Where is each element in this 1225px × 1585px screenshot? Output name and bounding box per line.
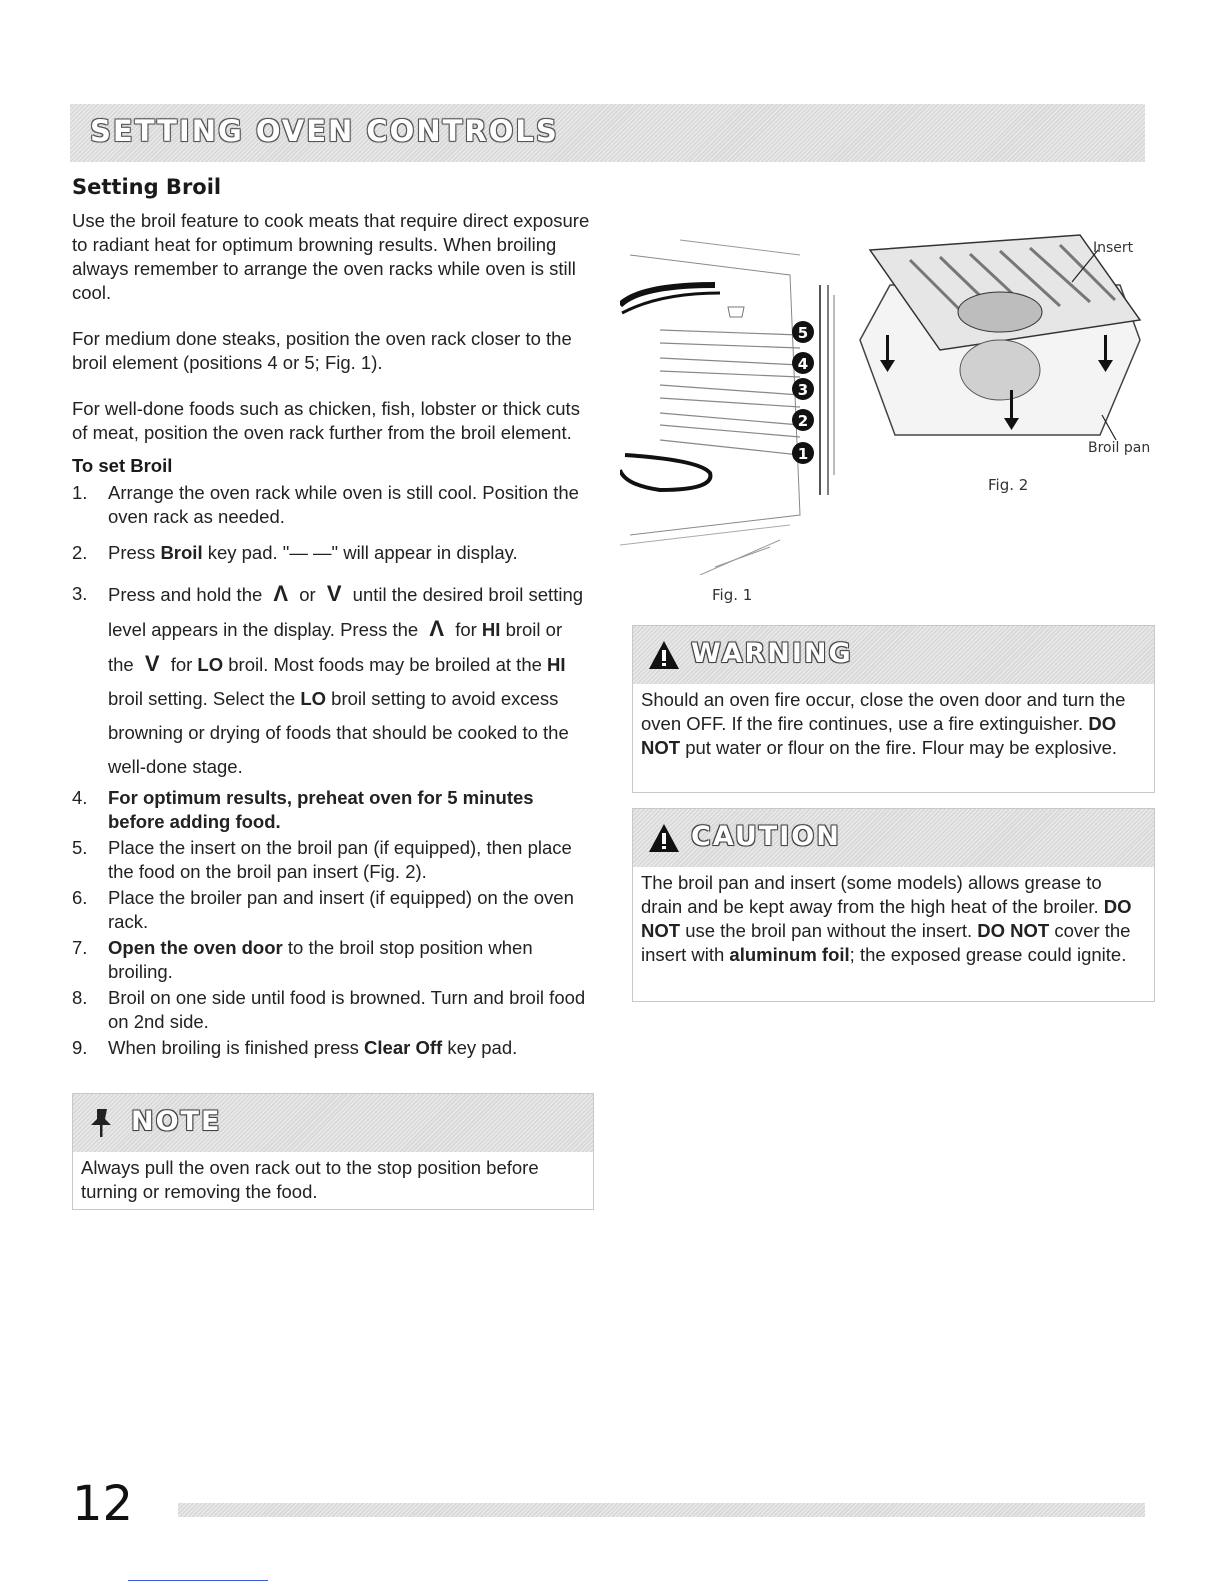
up-arrow-icon: Λ [429,616,445,641]
arrow-shaft-right [1104,335,1107,363]
warning-label: WARNING [691,638,853,669]
welldone-paragraph: For well-done foods such as chicken, fish, lobster or thick cuts of meat, position the oven rack further from the broil element. [72,398,580,443]
rack-position-2-label: 2 [797,412,809,430]
left-column [72,175,592,1062]
step-8: 8. Broil on one side until food is browned. Turn and broil food on 2nd side. [72,987,586,1032]
warning-text: Should an oven fire occur, close the oven door and turn the oven OFF. If the fire continues, use a fire extinguisher. DO NOT put water or flour on the fire. Flour may be explosive. [641,689,1126,758]
warning-triangle-icon [647,639,681,671]
note-text: Always pull the oven rack out to the stop position before turning or removing the food. [81,1157,539,1202]
pushpin-icon [87,1107,115,1139]
step-1: 1. Arrange the oven rack while oven is still cool. Position the oven rack as needed. [72,482,579,527]
warning-box [632,625,1155,793]
note-label: NOTE [131,1106,222,1137]
step-5: 5. Place the insert on the broil pan (if equipped), then place the food on the broil pan insert (Fig. 2). [72,837,572,882]
rack-position-3-label: 3 [797,381,809,399]
caution-triangle-icon [647,822,681,854]
rack-position-markers [792,321,814,464]
rack-position-4-label: 4 [797,355,809,373]
steps-list [72,481,592,1060]
caution-band [633,809,1154,867]
page-number: 12 [72,1476,134,1532]
step-6: 6. Place the broiler pan and insert (if equipped) on the oven rack. [72,887,574,932]
step-9: 9. When broiling is finished press Clear Off key pad. [72,1037,518,1058]
rack-position-1-label: 1 [797,445,809,463]
figure-2-broil-pan-diagram [850,230,1150,460]
rack-position-5-label: 5 [797,324,809,342]
warning-band [633,626,1154,684]
bottom-rule [128,1580,268,1581]
note-box [72,1093,594,1210]
down-arrow-icon: V [326,581,342,606]
arrow-shaft-left [886,335,889,363]
caution-box [632,808,1155,1002]
note-band [73,1094,593,1152]
down-arrow-icon: V [144,651,160,676]
subheading-setting-broil: Setting Broil [72,175,222,199]
broil-pan-callout: Broil pan [1088,440,1151,456]
step-2: 2. Press Broil key pad. "— —" will appear in display. [72,542,518,563]
step-7: 7. Open the oven door to the broil stop position when broiling. [72,937,533,982]
step-4: 4. For optimum results, preheat oven for 5 minutes before adding food. [72,787,534,832]
caution-label: CAUTION [691,821,841,852]
fig-2-caption: Fig. 2 [988,476,1029,494]
section-title: SETTING OVEN CONTROLS [90,114,559,148]
figure-1-oven-diagram [620,235,860,575]
arrow-shaft-center [1010,390,1013,420]
intro-paragraph: Use the broil feature to cook meats that require direct exposure to radiant heat for optimum browning results. When broiling always remember to arrange the oven racks while oven is still cool. [72,210,590,303]
caution-text: The broil pan and insert (some models) allows grease to drain and be kept away from the high heat of the broiler. DO NOT use the broil pan without the insert. DO NOT cover the insert with aluminum foil; the exposed grease could ignite. [641,872,1132,965]
footer-bar [178,1503,1145,1517]
insert-callout: Insert [1093,240,1134,256]
up-arrow-icon: Λ [273,581,289,606]
section-header [70,104,1145,162]
medium-paragraph: For medium done steaks, position the oven rack closer to the broil element (positions 4 or 5; Fig. 1). [72,328,572,373]
fig-1-caption: Fig. 1 [712,586,753,604]
step-3: 3. Press and hold the Λ or V until the desired broil setting level appears in the display. Press the Λ for HI broil or the V for LO broil. Most foods may be broiled at the HI broil setting. Select the LO broil setting to avoid excess browning or drying of foods that should be cooked to the well-done stage. [72,577,592,784]
steps-title: To set Broil [72,455,173,476]
